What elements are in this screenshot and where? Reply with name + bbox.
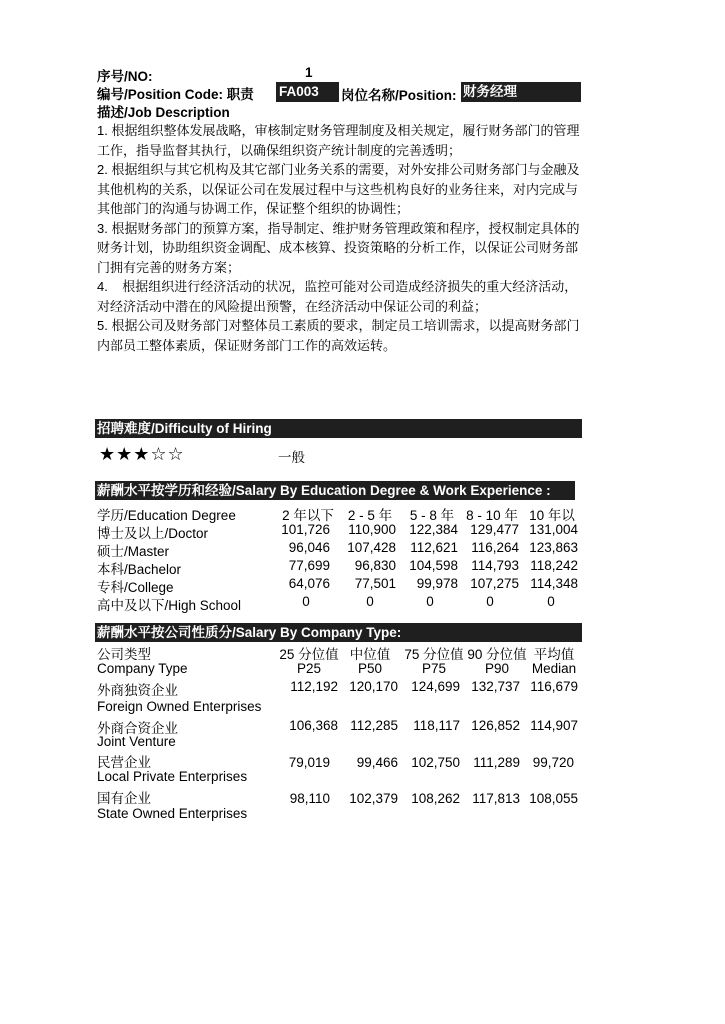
company-col-subheader: P75 [421, 661, 447, 676]
description-item: 3. 根据财务部门的预算方案，指导制定、维护财务管理政策和程序，授权制定具体的财务计划，协助组织资金调配、成本核算、投资策略的分析工作，以保证公司财务部门拥有完善的财务方案； [97, 220, 580, 275]
table-cell: 112,192 [290, 679, 338, 694]
table-cell: 131,004 [529, 522, 578, 537]
position-code-value: FA003 [276, 82, 339, 102]
table-cell: 107,275 [470, 576, 519, 591]
company-col-header: 平均值 [533, 647, 575, 662]
table-cell: 108,055 [529, 791, 578, 806]
education-col-label: 学历/Education Degree [97, 508, 236, 523]
row-label: 本科/Bachelor [97, 562, 182, 577]
table-cell: 122,384 [409, 522, 458, 537]
education-table-header: 薪酬水平按学历和经验/Salary By Education Degree & Work Experience : [95, 481, 575, 500]
row-label-en: Joint Venture [97, 734, 176, 749]
row-label: 硕士/Master [97, 544, 170, 559]
table-cell: 107,428 [347, 540, 396, 555]
table-cell: 116,264 [471, 540, 519, 555]
table-cell: 104,598 [409, 558, 458, 573]
company-col-header: 25 分位值 [279, 647, 339, 662]
table-cell: 124,699 [411, 679, 460, 694]
education-col-header: 8 - 10 年 [466, 508, 518, 523]
education-col-header: 2 - 5 年 [347, 508, 393, 523]
table-cell: 110,900 [348, 522, 396, 537]
table-cell: 114,348 [530, 576, 578, 591]
company-col-subheader: P25 [296, 661, 322, 676]
company-col-header: 75 分位值 [404, 647, 464, 662]
table-cell: 96,046 [288, 540, 330, 555]
job-description [97, 121, 587, 355]
table-cell: 77,699 [288, 558, 330, 573]
table-cell: 118,242 [530, 558, 578, 573]
education-col-header: 2 年以下 [282, 508, 334, 523]
row-label-en: Foreign Owned Enterprises [97, 699, 262, 714]
table-cell: 99,466 [356, 755, 398, 770]
company-col-subheader: P50 [357, 661, 383, 676]
table-cell: 123,863 [529, 540, 578, 555]
no-label: 序号/NO: [97, 69, 153, 84]
position-code-label: 编号/Position Code: 职责 [97, 87, 254, 102]
table-cell: 120,170 [349, 679, 398, 694]
company-col-header: 90 分位值 [467, 647, 527, 662]
company-col-header: 中位值 [349, 647, 391, 662]
star-empty-icon: ☆☆ [150, 444, 185, 465]
table-cell: 64,076 [288, 576, 330, 591]
education-col-header: 5 - 8 年 [409, 508, 455, 523]
table-cell: 126,852 [471, 718, 520, 733]
row-label-en: State Owned Enterprises [97, 806, 248, 821]
difficulty-header: 招聘难度/Difficulty of Hiring [95, 419, 582, 438]
job-description-label: 描述/Job Description [97, 105, 230, 120]
table-cell: 0 [426, 594, 434, 609]
table-cell: 101,726 [281, 522, 330, 537]
no-value: 1 [305, 65, 313, 80]
table-cell: 99,978 [416, 576, 458, 591]
table-cell: 114,793 [471, 558, 519, 573]
table-cell: 114,907 [530, 718, 578, 733]
table-cell: 117,813 [472, 791, 520, 806]
table-cell: 102,750 [411, 755, 460, 770]
row-label-cn: 外商独资企业 [97, 683, 178, 698]
table-cell: 112,621 [410, 540, 458, 555]
table-cell: 79,019 [288, 755, 330, 770]
table-cell: 108,262 [411, 791, 460, 806]
description-item: 1. 根据组织整体发展战略，审核制定财务管理制度及相关规定，履行财务部门的管理工作，指导监督其执行，以确保组织资产统计制度的完善透明； [97, 123, 580, 158]
table-cell: 98,110 [289, 791, 330, 806]
star-filled-icon: ★★★ [99, 444, 151, 465]
row-label: 高中及以下/High School [97, 598, 242, 613]
table-cell: 0 [486, 594, 494, 609]
company-col-subheader: P90 [484, 661, 510, 676]
table-cell: 132,737 [471, 679, 520, 694]
table-cell: 96,830 [354, 558, 396, 573]
description-item: 4. 根据组织进行经济活动的状况，监控可能对公司造成经济损失的重大经济活动，对经济活动中潜在的风险提出预警，在经济活动中保证公司的利益； [97, 279, 578, 314]
table-cell: 0 [302, 594, 310, 609]
company-table-header: 薪酬水平按公司性质分/Salary By Company Type: [95, 623, 582, 642]
table-cell: 129,477 [470, 522, 519, 537]
difficulty-rating [99, 444, 185, 465]
company-col-subheader: Median [531, 661, 577, 676]
position-name-value: 财务经理 [461, 82, 581, 102]
table-cell: 77,501 [354, 576, 396, 591]
row-label-cn: 民营企业 [97, 755, 151, 770]
table-cell: 99,720 [532, 755, 574, 770]
row-label: 博士及以上/Doctor [97, 526, 209, 541]
row-label-en: Local Private Enterprises [97, 769, 248, 784]
row-label-cn: 外商合资企业 [97, 721, 178, 736]
table-cell: 111,289 [473, 755, 520, 770]
table-cell: 118,117 [413, 718, 460, 733]
table-cell: 116,679 [530, 679, 578, 694]
table-cell: 0 [547, 594, 555, 609]
description-item: 2. 根据组织与其它机构及其它部门业务关系的需要，对外安排公司财务部门与金融及其他机构的关系，以保证公司在发展过程中与这些机构良好的业务往来，对内完成与其他部门的沟通与协调工作，保证整个组织的协调性； [97, 162, 580, 216]
table-cell: 102,379 [349, 791, 398, 806]
row-label-cn: 国有企业 [97, 791, 151, 806]
position-name-label: 岗位名称/Position: [341, 88, 457, 103]
table-cell: 106,368 [289, 718, 338, 733]
table-cell: 0 [366, 594, 374, 609]
difficulty-label: 一般 [278, 450, 305, 465]
table-cell: 112,285 [350, 718, 398, 733]
description-item: 5. 根据公司及财务部门对整体员工素质的要求，制定员工培训需求，以提高财务部门内部员工整体素质，保证财务部门工作的高效运转。 [97, 318, 580, 353]
company-col-label-cn: 公司类型 [97, 647, 151, 662]
row-label: 专科/College [97, 580, 174, 595]
education-col-header: 10 年以 [529, 508, 575, 523]
company-col-label-en: Company Type [97, 661, 188, 676]
